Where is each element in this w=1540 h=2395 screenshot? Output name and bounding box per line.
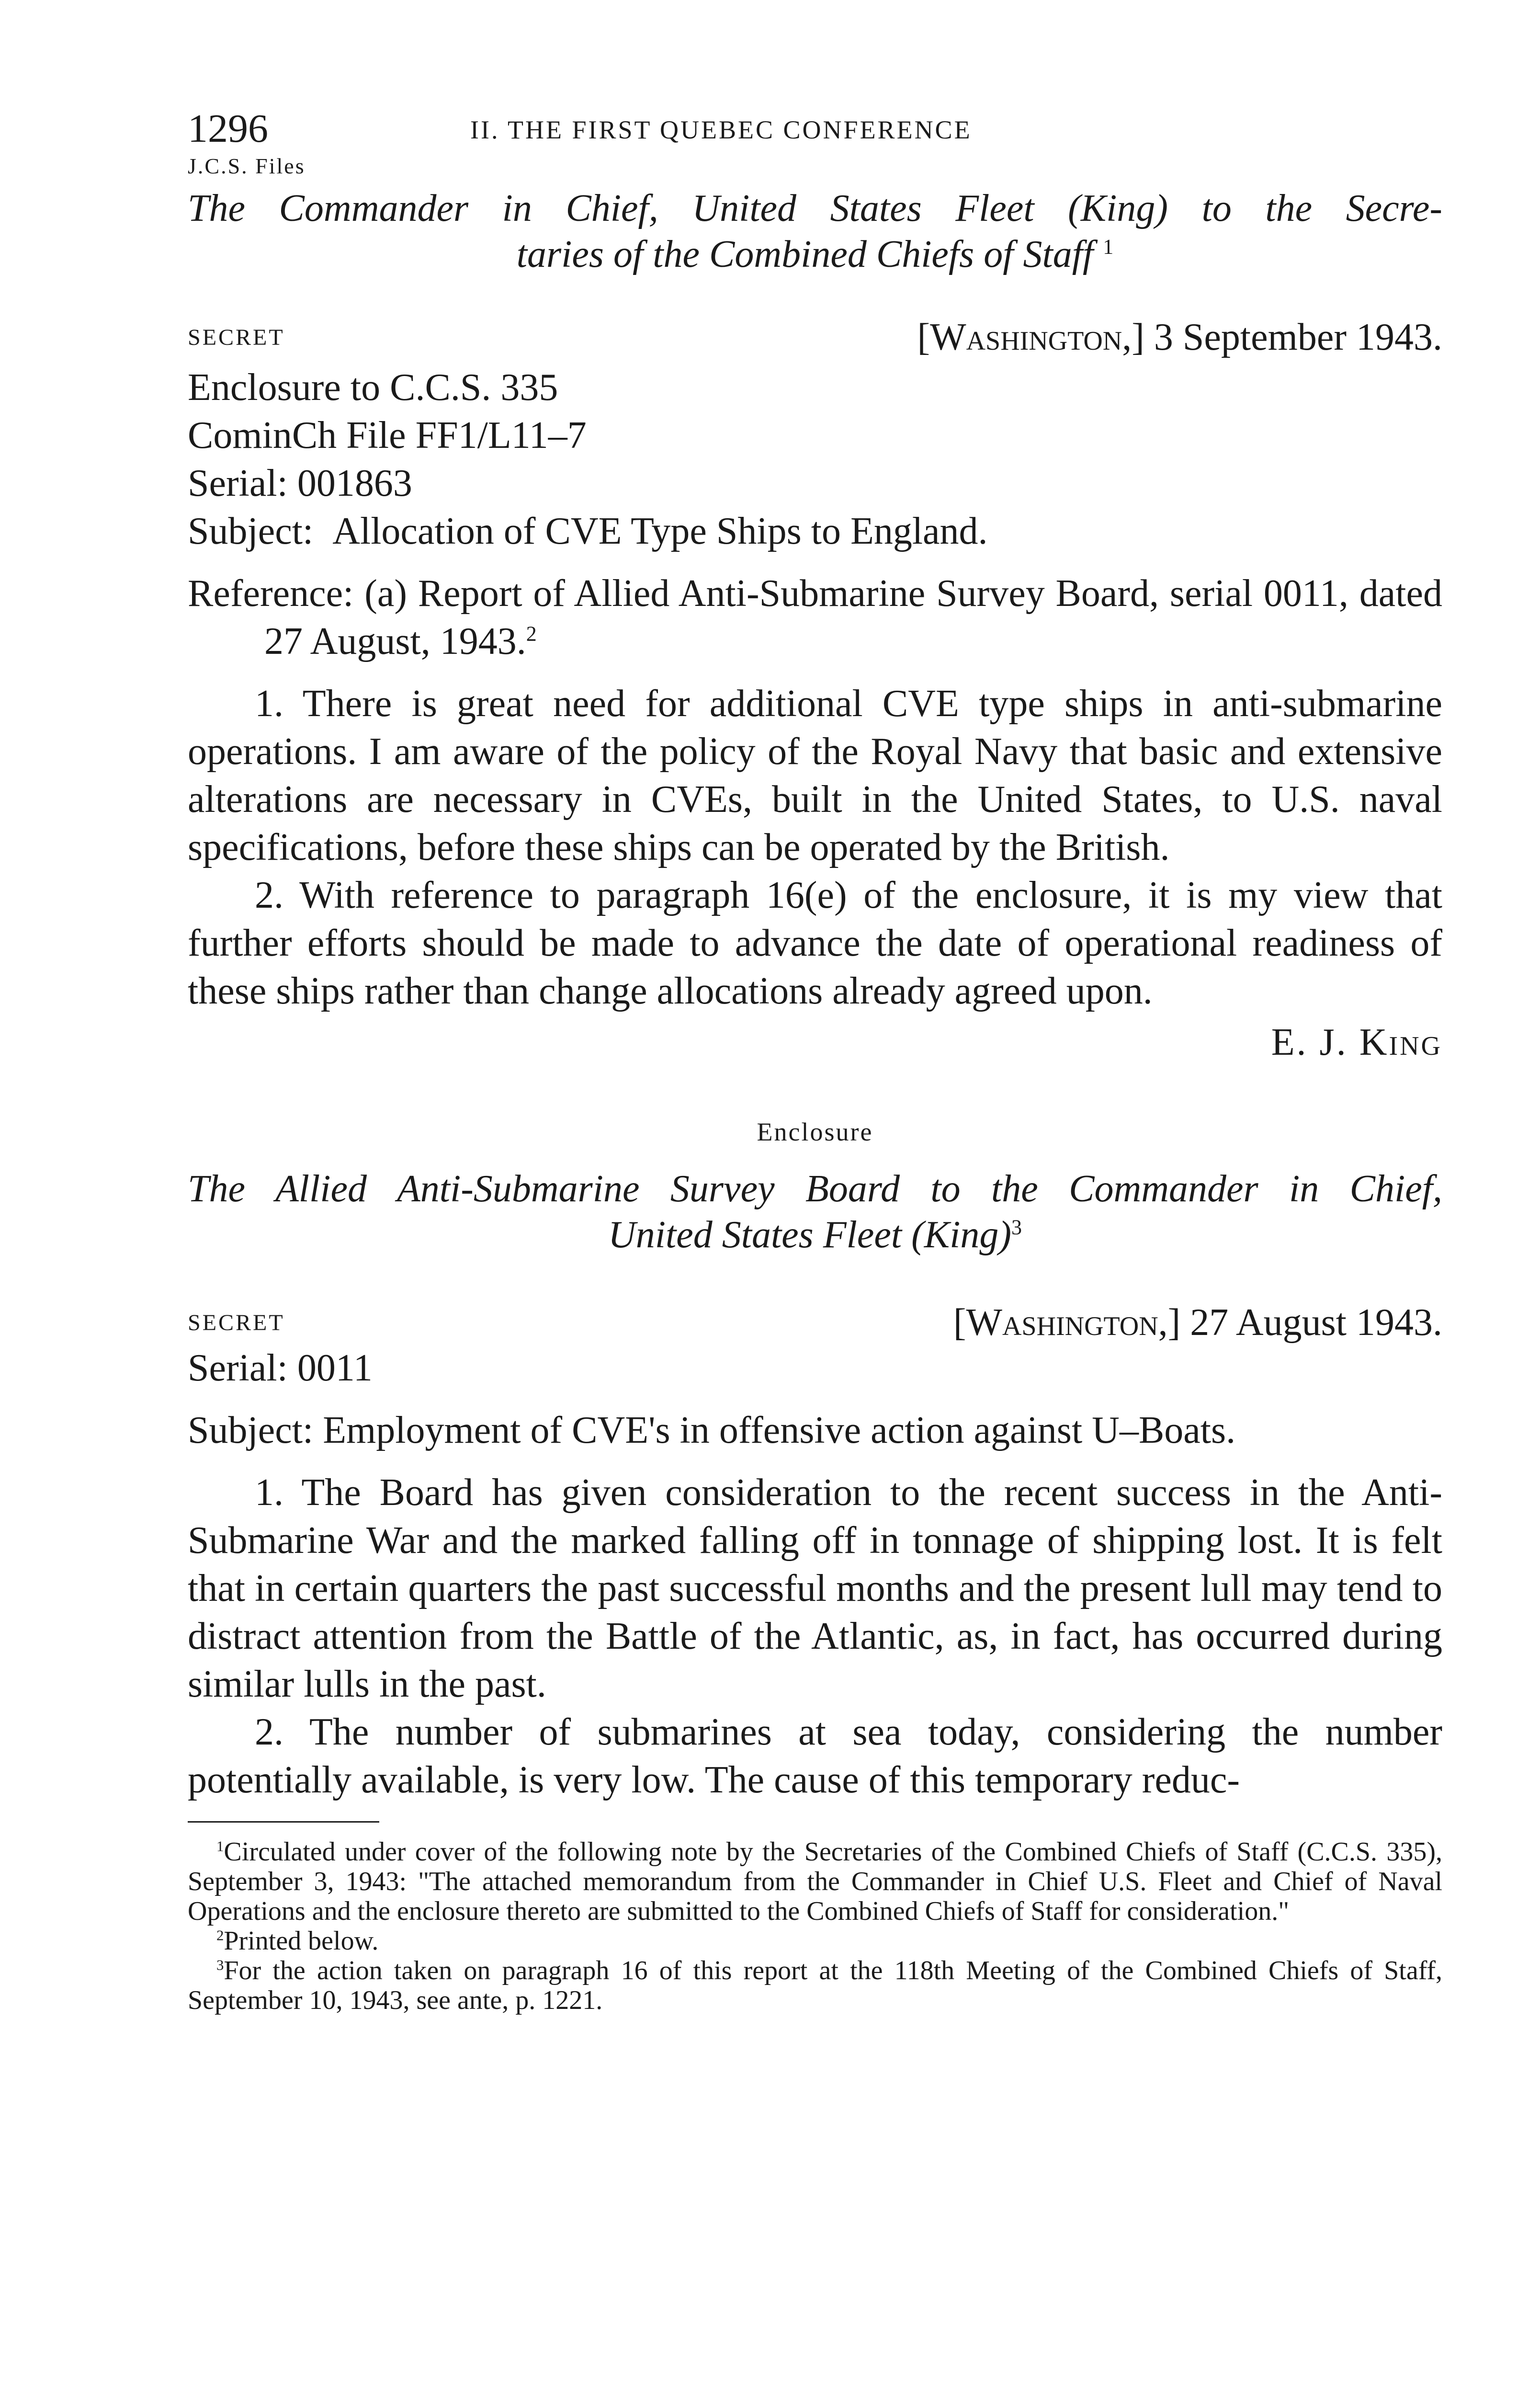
reference-text: Reference: (a) Report of Allied Anti-Submarine Survey Board, serial 0011, dated 27 August, 1943. <box>188 572 1442 662</box>
enclosure-dateline-date: 27 August 1943. <box>1190 1301 1442 1344</box>
enclosure-dateline <box>188 1301 1442 1349</box>
signature <box>188 1021 1442 1064</box>
dateline-date: 3 September 1943. <box>1154 316 1442 358</box>
footnote-2-mark: 2 <box>216 1927 224 1944</box>
enclosure-title-line-1: The Allied Anti-Submarine Survey Board to the Commander in Chief, <box>188 1168 1442 1210</box>
dateline-place: [Washington,] <box>917 316 1144 358</box>
running-head: II. THE FIRST QUEBEC CONFERENCE <box>470 115 972 144</box>
page-header <box>188 96 1442 153</box>
footnote-1 <box>188 1837 1442 1926</box>
footnote-2-text: Printed below. <box>224 1926 379 1956</box>
footnote-3 <box>188 1956 1442 2015</box>
letter-title-line-2 <box>188 231 1442 277</box>
enclosure-paragraph-1: 1. The Board has given consideration to the recent success in the Anti-Submarine War and the marked falling off in tonnage of shipping lost. It is felt that in certain quarters the past successful months and the present lull may tend to distract attention from the Battle of the Atlantic, as, in fact, has occurred during similar lulls in the past. <box>188 1471 1442 1705</box>
footnote-3-text: For the action taken on paragraph 16 of this report at the 118th Meeting of the Combined Chiefs of Staff, September 10, 1943, see ante, p. 1221. <box>188 1956 1442 2015</box>
subject-label: Subject: <box>188 510 314 552</box>
file-reference: CominCh File FF1/L11–7 <box>188 414 587 456</box>
enclosure-paragraph-2: 2. The number of submarines at sea today, considering the number potentially available, is very low. The cause of this temporary reduc- <box>188 1711 1442 1801</box>
footnote-ref-1: 1 <box>1103 235 1114 259</box>
enclosure-dateline-place: [Washington,] <box>953 1301 1181 1344</box>
enclosure-reference: Enclosure to C.C.S. 335 <box>188 366 558 409</box>
footnote-ref-2: 2 <box>526 622 537 646</box>
enclosure-title-line-2-text: United States Fleet (King) <box>608 1214 1012 1256</box>
letter-paragraph-1: 1. There is great need for additional CVE type ships in anti-submarine operations. I am aware of the policy of the Royal Navy that basic and extensive alterations are necessary in CVEs, built in the United States, to U.S. naval specifications, before these ships can be operated by the British. <box>188 683 1442 868</box>
enclosure-title-line-2 <box>188 1212 1442 1258</box>
letter-title-line-2-text: taries of the Combined Chiefs of Staff <box>516 233 1094 275</box>
footnote-1-mark: 1 <box>216 1838 224 1855</box>
letter-title <box>188 185 1442 277</box>
letter-paragraph-2: 2. With reference to paragraph 16(e) of the enclosure, it is my view that further efforts should be made to advance the date of operational readiness of these ships rather than change allocations already agreed upon. <box>188 874 1442 1012</box>
footnote-2 <box>188 1926 1442 1956</box>
page-number: 1296 <box>188 106 268 151</box>
dateline-text <box>917 316 1442 359</box>
footnote-ref-3: 3 <box>1011 1215 1022 1239</box>
enclosure-serial: Serial: 0011 <box>188 1347 373 1389</box>
serial-number: Serial: 001863 <box>188 462 412 504</box>
letter-dateline <box>188 316 1442 364</box>
enclosure-classification-label: SECRET <box>188 1310 285 1335</box>
document-page <box>188 96 1442 2015</box>
classification-label: SECRET <box>188 325 285 350</box>
enclosure-title <box>188 1166 1442 1258</box>
subject-text: Allocation of CVE Type Ships to England. <box>332 510 988 552</box>
source-line: J.C.S. Files <box>188 154 306 178</box>
reference-line <box>188 570 1442 665</box>
subject-line <box>188 507 1442 555</box>
footnote-3-mark: 3 <box>216 1957 224 1973</box>
enclosure-subject: Subject: Employment of CVE's in offensive action against U–Boats. <box>188 1409 1236 1451</box>
footnote-rule <box>188 1821 379 1823</box>
letter-title-line-1: The Commander in Chief, United States Fleet (King) to the Secre- <box>188 187 1442 229</box>
enclosure-dateline-text <box>953 1301 1442 1345</box>
enclosure-heading: Enclosure <box>757 1118 873 1146</box>
footnote-1-text: Circulated under cover of the following note by the Secretaries of the Combined Chiefs of Staff (C.C.S. 335), September 3, 1943: "The attached memorandum from the Commander in Chief U.S. Fleet and Chief of Naval Operations and the enclosure thereto are submitted to the Combined Chiefs of Staff for consideration." <box>188 1837 1442 1926</box>
signature-text: E. J. King <box>1271 1021 1442 1063</box>
